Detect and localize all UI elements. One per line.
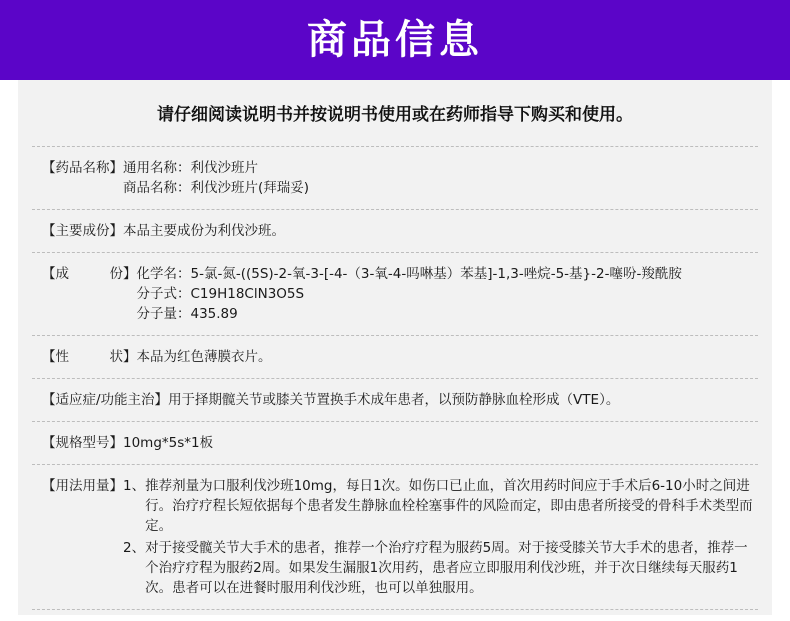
spec-value-line: 用于择期髋关节或膝关节置换手术成年患者，以预防静脉血栓形成（VTE）。 — [168, 391, 620, 408]
spec-label: 【主要成份】 — [42, 222, 123, 239]
spec-label: 【性 状】 — [42, 348, 137, 365]
spec-label: 【规格型号】 — [42, 434, 123, 451]
spec-label: 【用法用量】 — [42, 477, 123, 494]
spec-value — [137, 347, 755, 367]
spec-label: 【成 份】 — [42, 265, 137, 282]
spec-value — [123, 221, 754, 241]
spec-label: 【适应症/功能主治】 — [42, 391, 169, 408]
notice-block — [18, 80, 772, 146]
dosage-item — [123, 538, 754, 598]
spec-value — [123, 476, 754, 598]
page-title: 商品信息 — [307, 17, 483, 63]
dosage-item-number: 1、 — [123, 477, 146, 494]
spec-value — [137, 264, 755, 324]
spec-value-line: 10mg*5s*1板 — [123, 434, 214, 451]
spec-value-line: 本品为红色薄膜衣片。 — [136, 348, 272, 365]
spec-row-specification — [32, 422, 758, 465]
spec-row-main-ingredient — [32, 210, 758, 253]
spec-value-line: 商品名称：利伐沙班片(拜瑞妥) — [123, 179, 310, 196]
page-banner — [0, 0, 790, 80]
spec-value — [123, 433, 754, 453]
spec-value-line: 本品主要成份为利伐沙班。 — [123, 222, 285, 239]
notice-text: 请仔细阅读说明书并按说明书使用或在药师指导下购买和使用。 — [157, 105, 633, 125]
spec-label: 【药品名称】 — [42, 159, 123, 176]
spec-value — [123, 158, 754, 198]
spec-value-line: 分子量：435.89 — [136, 305, 238, 322]
spec-row-appearance — [32, 336, 758, 379]
dosage-item-text: 推荐剂量为口服利伐沙班10mg，每日1次。如伤口已止血，首次用药时间应于手术后6-10小时之间进行。治疗疗程长短依据每个患者发生静脉血栓栓塞事件的风险而定，即由患者所接受的骨科手术类型而定。 — [145, 477, 753, 534]
spec-value-line: 通用名称：利伐沙班片 — [123, 159, 258, 176]
spec-row-indications — [32, 379, 758, 422]
spec-row-composition — [32, 253, 758, 336]
dosage-item-number: 2、 — [123, 539, 146, 556]
spec-list — [18, 146, 772, 610]
dosage-item-text: 对于接受髋关节大手术的患者，推荐一个治疗疗程为服药5周。对于接受膝关节大手术的患者，推荐一个治疗疗程为服药2周。如果发生漏服1次用药，患者应立即服用利伐沙班，并于次日继续每天服药1次。患者可以在进餐时服用利伐沙班，也可以单独服用。 — [145, 539, 748, 596]
spec-row-dosage — [32, 465, 758, 610]
spec-value-line: 化学名：5-氯-氮-((5S)-2-氧-3-[-4-（3-氧-4-吗啉基）苯基]-1,3-唑烷-5-基}-2-噻吩-羧酰胺 — [136, 265, 682, 282]
spec-value-line: 分子式：C19H18ClN3O5S — [136, 285, 305, 302]
dosage-item — [123, 476, 754, 536]
spec-value — [168, 390, 754, 410]
info-panel — [18, 80, 772, 615]
spec-row-drug-name — [32, 146, 758, 210]
